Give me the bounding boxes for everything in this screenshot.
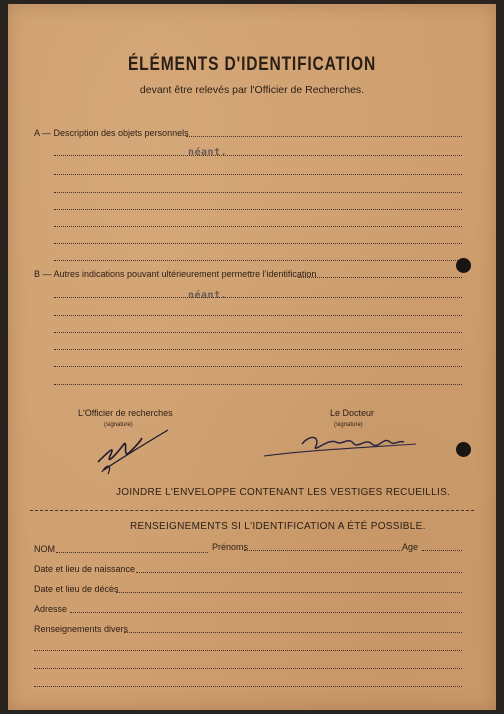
section-b-stamp: néant. (188, 290, 228, 301)
nom-label: NOM (34, 544, 55, 554)
prenoms-line (244, 550, 402, 551)
section-b-line-6 (54, 366, 462, 367)
naissance-line (136, 572, 462, 573)
envelope-notice: JOINDRE L'ENVELOPPE CONTENANT LES VESTIGES RECUEILLIS. (116, 487, 451, 498)
divers-line-1 (124, 632, 462, 633)
punch-hole-top (456, 258, 471, 273)
section-b-line-2 (54, 297, 462, 298)
section-b-line-1 (298, 277, 462, 278)
doctor-signature-caption: (signature) (334, 422, 363, 428)
doctor-signature (258, 424, 418, 464)
section-a-line-7 (54, 243, 462, 244)
section-b-line-7 (54, 384, 462, 385)
identification-heading: RENSEIGNEMENTS SI L'IDENTIFICATION A ÉTÉ POSSIBLE. (130, 521, 426, 532)
form-subtitle: devant être relevés par l'Officier de Recherches. (139, 84, 365, 96)
separator-rule (30, 510, 474, 511)
deces-label: Date et lieu de décès (34, 584, 119, 594)
section-a-line-2 (54, 155, 462, 156)
form-sheet (8, 4, 496, 710)
divers-label: Renseignements divers (34, 624, 129, 634)
officer-title: L'Officier de recherches (78, 408, 173, 418)
section-a-line-8 (54, 260, 462, 261)
section-a-stamp: néant. (188, 147, 228, 158)
adresse-line (70, 612, 462, 613)
section-a-line-1 (186, 136, 462, 137)
adresse-label: Adresse (34, 604, 68, 614)
section-a-line-4 (54, 192, 462, 193)
divers-line-2 (34, 650, 462, 651)
punch-hole-bottom (456, 442, 471, 457)
section-a-label: A — Description des objets personnels (34, 128, 189, 138)
officer-signature (78, 422, 178, 482)
divers-line-4 (34, 686, 462, 687)
section-b-line-5 (54, 349, 462, 350)
naissance-label: Date et lieu de naissance (34, 564, 136, 574)
doctor-title: Le Docteur (330, 408, 375, 418)
section-a-line-6 (54, 226, 462, 227)
age-label: Age (402, 542, 419, 552)
section-b-line-3 (54, 315, 462, 316)
section-b-label: B — Autres indications pouvant ultérieurement permettre l'identification (34, 269, 317, 279)
nom-line (56, 552, 208, 553)
deces-line (116, 592, 462, 593)
section-a-line-3 (54, 174, 462, 175)
form-title: ÉLÉMENTS D'IDENTIFICATION (127, 54, 377, 75)
divers-line-3 (34, 668, 462, 669)
officer-signature-caption: (signature) (104, 422, 133, 428)
section-a-line-5 (54, 209, 462, 210)
prenoms-label: Prénoms (212, 542, 249, 552)
age-line (422, 550, 462, 551)
section-b-line-4 (54, 332, 462, 333)
